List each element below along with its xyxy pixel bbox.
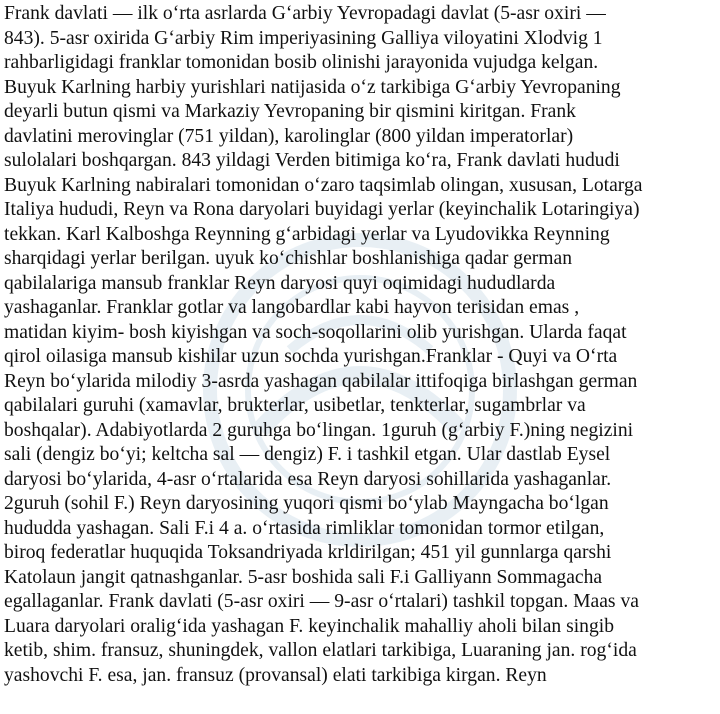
text-line: ketib, shim. fransuz, shuningdek, vallon elatlari tarkibiga, Luaraning jan. rogʻida <box>4 640 637 661</box>
text-line: matidan kiyim- bosh kiyishgan va soch-soqollarini olib yurishgan. Ularda faqat <box>4 321 627 343</box>
document-text <box>4 2 716 688</box>
text-line: rahbarligidagi franklar tomonidan bosib olinishi jarayonida vujudga kelgan. <box>4 52 599 73</box>
text-line: yashaganlar. Franklar gotlar va langobardlar kabi hayvon terisidan emas , <box>4 297 580 318</box>
text-line: Frank davlati — ilk oʻrta asrlarda Gʻarbiy Yevropadagi davlat (5-asr oxiri — <box>4 3 606 24</box>
text-line: qirol oilasiga mansub kishilar uzun sochda yurishgan.Franklar - Quyi va Oʻrta <box>4 346 618 367</box>
text-line: 2guruh (sohil F.) Reyn daryosining yuqori qismi boʻylab Mayngacha boʻlgan <box>4 493 609 514</box>
text-line: tekkan. Karl Kalboshga Reynning gʻarbidagi yerlar va Lyudovikka Reynning <box>4 223 610 245</box>
text-line: sulolalari boshqargan. 843 yildagi Verden bitimiga koʻra, Frank davlati hududi <box>4 150 620 171</box>
text-line: hududda yashagan. Sali F.i 4 a. oʻrtasida rimliklar tomonidan tormor etilgan, <box>4 517 605 539</box>
text-line: egallaganlar. Frank davlati (5-asr oxiri — 9-asr oʻrtalari) tashkil topgan. Maas va <box>4 591 639 612</box>
text-line: Buyuk Karlning nabiralari tomonidan oʻzaro taqsimlab olingan, xususan, Lotarga <box>4 174 643 196</box>
text-line: deyarli butun qismi va Markaziy Yevropaning bir qismini kiritgan. Frank <box>4 101 576 122</box>
text-line: Reyn boʻylarida milodiy 3-asrda yashagan qabilalar ittifoqiga birlashgan german <box>4 370 638 392</box>
text-line: qabilalariga mansub franklar Reyn daryosi quyi oqimidagi hududlarda <box>4 272 556 294</box>
text-line: Katolaun jangit qatnashganlar. 5-asr boshida sali F.i Galliyann Sommagacha <box>4 566 603 588</box>
text-line: qabilalari guruhi (xamavlar, brukterlar, usibetlar, tenkterlar, sugambrlar va <box>4 395 586 416</box>
text-line: sharqidagi yerlar berilgan. uyuk koʻchishlar boshlanishiga qadar german <box>4 248 573 269</box>
text-line: daryosi boʻylarida, 4-asr oʻrtalarida esa Reyn daryosi sohillarida yashaganlar. <box>4 468 612 490</box>
text-line: Italiya hududi, Reyn va Rona daryolari buyidagi yerlar (keyinchalik Lotaringiya) <box>4 199 640 220</box>
text-line: boshqalar). Adabiyotlarda 2 guruhga boʻlingan. 1guruh (gʻarbiy F.)ning negizini <box>4 419 634 441</box>
text-line: yashovchi F. esa, jan. fransuz (provansal) elati tarkibiga kirgan. Reyn <box>4 664 547 686</box>
text-line: sali (dengiz boʻyi; keltcha sal — dengiz) F. i tashkil etgan. Ular dastlab Eysel <box>4 444 611 465</box>
text-line: davlatini merovinglar (751 yildan), karolinglar (800 yildan imperatorlar) <box>4 125 574 147</box>
text-line: Buyuk Karlning harbiy yurishlari natijasida oʻz tarkibiga Gʻarbiy Yevropaning <box>4 76 621 98</box>
text-line: 843). 5-asr oxirida Gʻarbiy Rim imperiyasining Galliya viloyatini Xlodvig 1 <box>4 27 603 49</box>
text-line: biroq federatlar huquqida Toksandriyada krldirilgan; 451 yil gunnlarga qarshi <box>4 542 612 563</box>
text-line: Luara daryolari oraligʻida yashagan F. keyinchalik mahalliy aholi bilan singib <box>4 615 615 637</box>
